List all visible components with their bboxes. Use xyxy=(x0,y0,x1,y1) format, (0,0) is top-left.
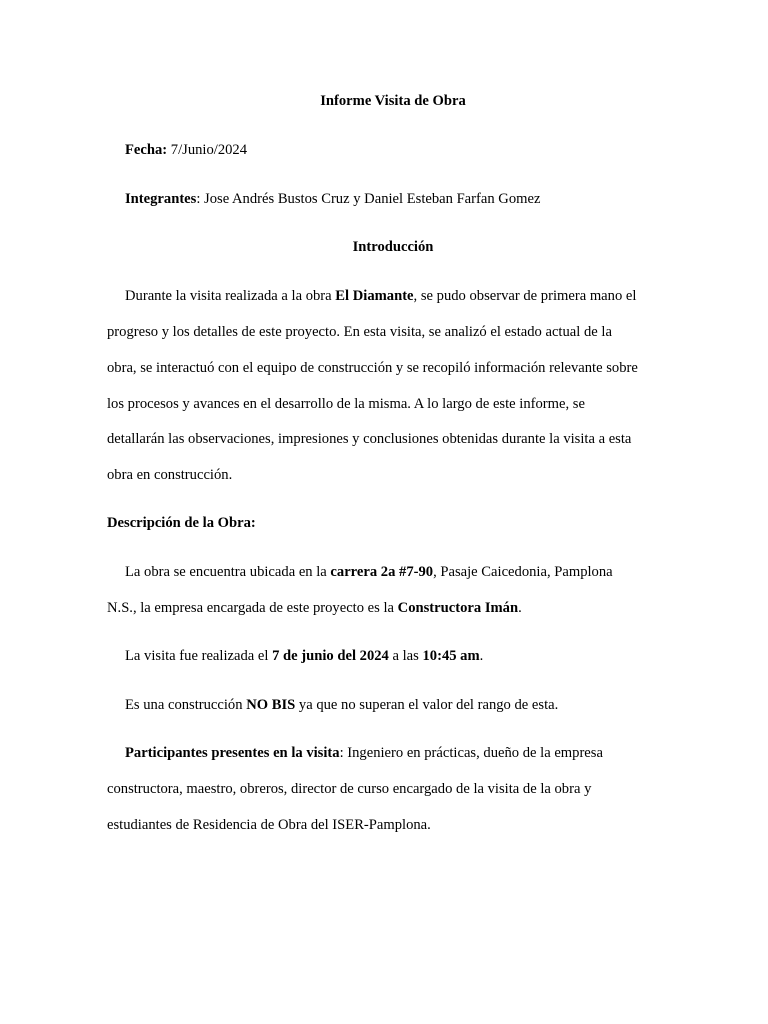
ubicacion-line-1: La obra se encuentra ubicada en la carrera 2a #7-90, Pasaje Caicedonia, Pamplona xyxy=(125,564,613,580)
intro-line-4: los procesos y avances en el desarrollo de la misma. A lo largo de este informe, se xyxy=(107,396,585,412)
participantes-line-1: Participantes presentes en la visita: Ingeniero en prácticas, dueño de la empresa xyxy=(125,745,603,761)
integrantes-line xyxy=(125,190,540,208)
intro-line-3: obra, se interactuó con el equipo de construcción y se recopiló información relevante sobre xyxy=(107,360,638,376)
intro-line-1: Durante la visita realizada a la obra El Diamante, se pudo observar de primera mano el xyxy=(125,288,637,304)
document-title: Informe Visita de Obra xyxy=(320,93,466,109)
participantes-label: Participantes presentes en la visita xyxy=(125,745,340,761)
obra-name: El Diamante xyxy=(335,288,414,304)
visita-line: La visita fue realizada el 7 de junio del 2024 a las 10:45 am. xyxy=(125,648,484,664)
description-heading: Descripción de la Obra: xyxy=(107,515,256,531)
fecha-line xyxy=(125,141,247,159)
company-name: Constructora Imán xyxy=(397,600,519,616)
fecha-value: 7/Junio/2024 xyxy=(167,142,248,158)
address: carrera 2a #7-90 xyxy=(330,564,434,580)
visit-date: 7 de junio del 2024 xyxy=(272,648,389,664)
intro-line-6: obra en construcción. xyxy=(107,467,233,483)
intro-line-5: detallarán las observaciones, impresiones y conclusiones obtenidas durante la visita a esta xyxy=(107,431,632,447)
integrantes-value: : Jose Andrés Bustos Cruz y Daniel Esteban Farfan Gomez xyxy=(196,191,541,207)
ubicacion-line-2: N.S., la empresa encargada de este proyecto es la Constructora Imán. xyxy=(107,600,522,616)
visit-time: 10:45 am xyxy=(422,648,480,664)
intro-heading: Introducción xyxy=(352,239,434,255)
intro-line-2: progreso y los detalles de este proyecto. En esta visita, se analizó el estado actual de la xyxy=(107,324,612,340)
nobis-label: NO BIS xyxy=(246,697,296,713)
fecha-label: Fecha: xyxy=(125,142,168,158)
integrantes-label: Integrantes xyxy=(125,191,197,207)
participantes-line-3: estudiantes de Residencia de Obra del ISER-Pamplona. xyxy=(107,817,431,833)
nobis-line: Es una construcción NO BIS ya que no superan el valor del rango de esta. xyxy=(125,697,559,713)
participantes-line-2: constructora, maestro, obreros, director de curso encargado de la visita de la obra y xyxy=(107,781,592,797)
